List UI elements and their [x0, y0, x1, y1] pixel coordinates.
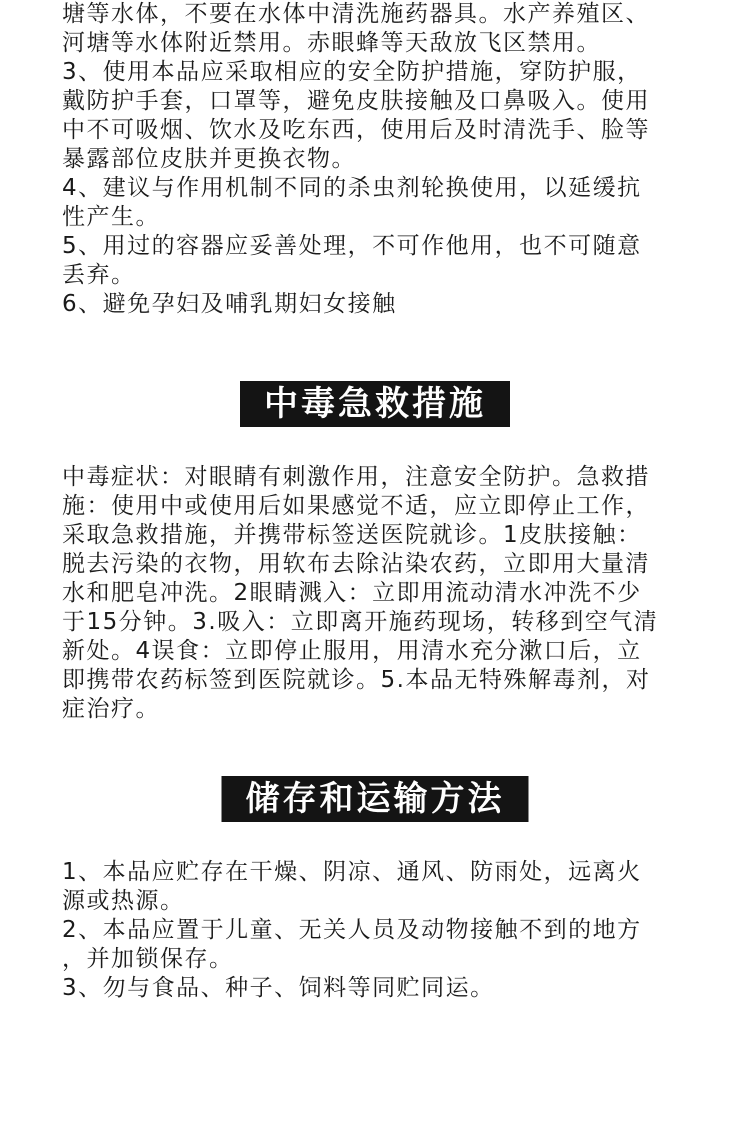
storage-section — [62, 858, 702, 1003]
storage-line: 源或热源。 — [62, 888, 185, 914]
first-aid-line: 症治疗。 — [62, 696, 160, 722]
precautions-line: 河塘等水体附近禁用。赤眼蜂等天敌放飞区禁用。 — [62, 30, 601, 56]
first-aid-line: 新处。4误食：立即停止服用，用清水充分漱口后，立 — [62, 638, 642, 664]
storage-line: 3、勿与食品、种子、饲料等同贮同运。 — [62, 975, 495, 1001]
storage-line: 1、本品应贮存在干燥、阴凉、通风、防雨处，远离火 — [62, 859, 642, 885]
precautions-line: 丢弃。 — [62, 262, 136, 288]
first-aid-line: 水和肥皂冲洗。2眼睛溅入：立即用流动清水冲洗不少 — [62, 580, 642, 606]
storage-line: ，并加锁保存。 — [62, 946, 234, 972]
precautions-line: 中不可吸烟、饮水及吃东西，使用后及时清洗手、脸等 — [62, 117, 650, 143]
storage-heading: 储存和运输方法 — [222, 776, 529, 822]
first-aid-line: 于15分钟。3.吸入：立即离开施药现场，转移到空气清 — [62, 609, 659, 635]
precautions-line: 4、建议与作用机制不同的杀虫剂轮换使用，以延缓抗 — [62, 175, 642, 201]
first-aid-section — [62, 463, 702, 724]
precautions-line: 塘等水体，不要在水体中清洗施药器具。水产养殖区、 — [62, 1, 650, 27]
first-aid-line: 中毒症状：对眼睛有刺激作用，注意安全防护。急救措 — [62, 464, 650, 490]
first-aid-line: 脱去污染的衣物，用软布去除沾染农药，立即用大量清 — [62, 551, 650, 577]
precautions-line: 6、避免孕妇及哺乳期妇女接触 — [62, 291, 397, 317]
precautions-line: 3、使用本品应采取相应的安全防护措施，穿防护服， — [62, 59, 642, 85]
first-aid-line: 施：使用中或使用后如果感觉不适，应立即停止工作， — [62, 493, 650, 519]
first-aid-heading: 中毒急救措施 — [240, 381, 510, 427]
precautions-line: 暴露部位皮肤并更换衣物。 — [62, 146, 356, 172]
precautions-line: 5、用过的容器应妥善处理，不可作他用，也不可随意 — [62, 233, 642, 259]
precautions-section — [62, 0, 702, 319]
precautions-line: 戴防护手套，口罩等，避免皮肤接触及口鼻吸入。使用 — [62, 88, 650, 114]
precautions-line: 性产生。 — [62, 204, 160, 230]
first-aid-line: 即携带农药标签到医院就诊。5.本品无特殊解毒剂，对 — [62, 667, 651, 693]
first-aid-line: 采取急救措施，并携带标签送医院就诊。1皮肤接触： — [62, 522, 642, 548]
storage-line: 2、本品应置于儿童、无关人员及动物接触不到的地方 — [62, 917, 642, 943]
